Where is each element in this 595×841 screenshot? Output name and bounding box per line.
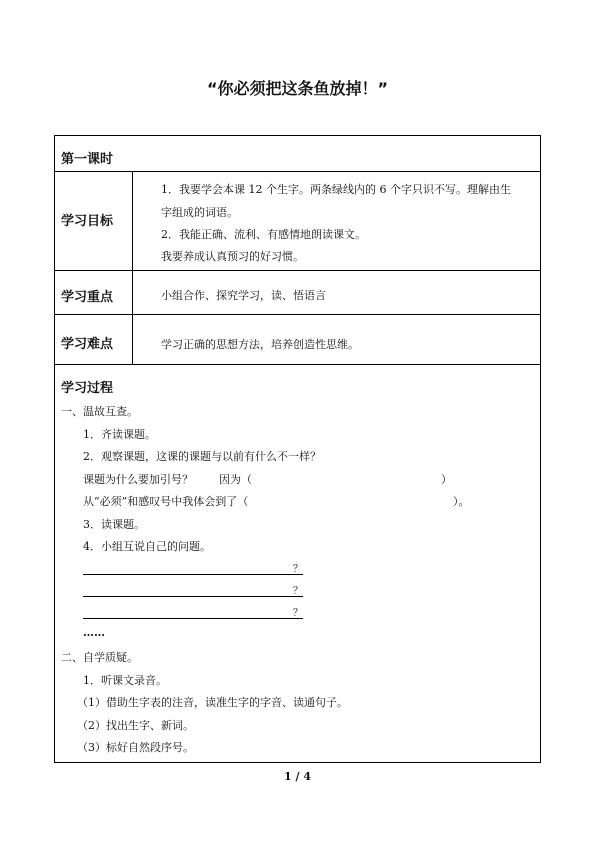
- row-divider: [55, 171, 540, 172]
- difficulty-label: 学习难点: [61, 337, 114, 352]
- column-divider: [132, 171, 133, 364]
- goal-line-3: 2．我能正确、流利、有感情地朗读课文。: [161, 228, 366, 241]
- goal-line-1: 1．我要学会本课 12 个生字。两条绿线内的 6 个字只识不写。理解由生: [161, 183, 511, 196]
- process-label: 学习过程: [61, 381, 114, 396]
- lesson-plan-table: [54, 135, 541, 763]
- question-mark: ？: [293, 586, 303, 597]
- lesson-period: 第一课时: [61, 152, 114, 167]
- focus-text: 小组合作、探究学习，读、悟语言: [161, 289, 326, 302]
- focus-label: 学习重点: [61, 290, 114, 305]
- step-2-1c: （3）标好自然段序号。: [77, 741, 194, 754]
- step-2-1a: （1）借助生字表的注音，读准生字的字音、读通句子。: [77, 696, 348, 709]
- question-mark: ？: [293, 608, 303, 619]
- answer-blank-line: [83, 618, 303, 619]
- question-quotes: 课题为什么要加引号？: [83, 473, 193, 486]
- row-divider: [55, 364, 540, 365]
- goal-line-2: 字组成的词语。: [161, 206, 238, 219]
- question-must: 从“必须”和感叹号中我体会到了（: [83, 495, 249, 508]
- difficulty-text: 学习正确的思想方法，培养创造性思维。: [161, 338, 359, 351]
- question-mark: ？: [293, 564, 303, 575]
- goals-label: 学习目标: [61, 214, 114, 229]
- section-2-title: 二、自学质疑。: [61, 651, 138, 664]
- answer-blank-line: [83, 574, 303, 575]
- step-1-2: 2．观察课题，这课的课题与以前有什么不一样？: [83, 450, 321, 463]
- answer-because: 因为（: [219, 473, 252, 486]
- answer-close-paren-2: ）。: [453, 495, 470, 508]
- step-2-1: 1．听课文录音。: [83, 674, 167, 687]
- goal-line-4: 我要养成认真预习的好习惯。: [161, 250, 304, 263]
- document-title: “你必须把这条鱼放掉！”: [206, 79, 389, 98]
- ellipsis: ……: [83, 626, 105, 639]
- step-1-4: 4．小组互说自己的问题。: [83, 540, 211, 553]
- page-number: 1 / 4: [284, 770, 311, 783]
- step-2-1b: （2）找出生字、新词。: [77, 719, 194, 732]
- row-divider: [55, 314, 540, 315]
- row-divider: [55, 270, 540, 271]
- step-1-1: 1．齐读课题。: [83, 428, 156, 441]
- section-1-title: 一、温故互查。: [61, 405, 138, 418]
- step-1-3: 3．读课题。: [83, 518, 145, 531]
- answer-blank-line: [83, 596, 303, 597]
- answer-close-paren: ）: [441, 473, 452, 486]
